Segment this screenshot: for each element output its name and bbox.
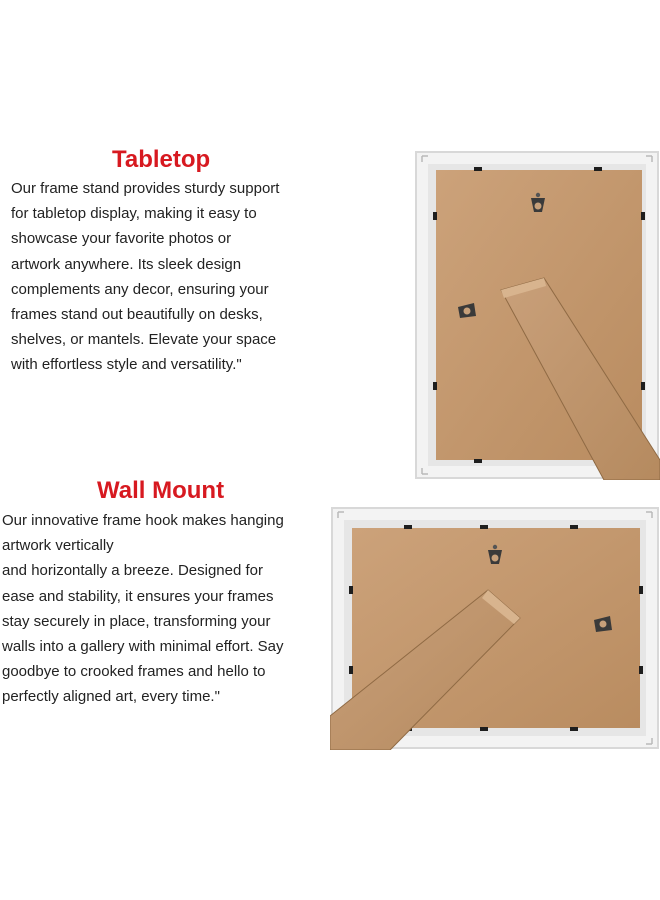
wall-mount-heading: Wall Mount (97, 477, 225, 504)
tabletop-line: complements any decor, ensuring your (11, 280, 269, 298)
tabletop-frame-back-image (414, 150, 660, 480)
wall-mount-line: and horizontally a breeze. Designed for (2, 562, 263, 580)
tabletop-line: showcase your favorite photos or (11, 230, 232, 248)
wall-mount-line: perfectly aligned art, every time." (2, 688, 220, 706)
tabletop-description (11, 176, 279, 378)
wall-mount-line: ease and stability, it ensures your frames (2, 587, 274, 605)
tabletop-line: frames stand out beautifully on desks, (11, 306, 263, 324)
tabletop-heading: Tabletop (112, 146, 211, 173)
tabletop-line: with effortless style and versatility." (11, 356, 242, 374)
tabletop-line: Our frame stand provides sturdy support (11, 180, 280, 197)
wall-mount-description (2, 508, 284, 710)
tabletop-line: artwork anywhere. Its sleek design (11, 255, 242, 273)
tabletop-line: for tabletop display, making it easy to (11, 205, 257, 223)
wall-mount-line: stay securely in place, transforming your (2, 612, 271, 630)
wall-mount-line: goodbye to crooked frames and hello to (2, 663, 266, 681)
tabletop-line: shelves, or mantels. Elevate your space (11, 331, 277, 349)
wall-mount-frame-back-image (330, 506, 660, 750)
wall-mount-line: walls into a gallery with minimal effort. Say (2, 638, 284, 656)
wall-mount-line: artwork vertically (2, 537, 114, 555)
wall-mount-line: Our innovative frame hook makes hanging (2, 512, 284, 529)
